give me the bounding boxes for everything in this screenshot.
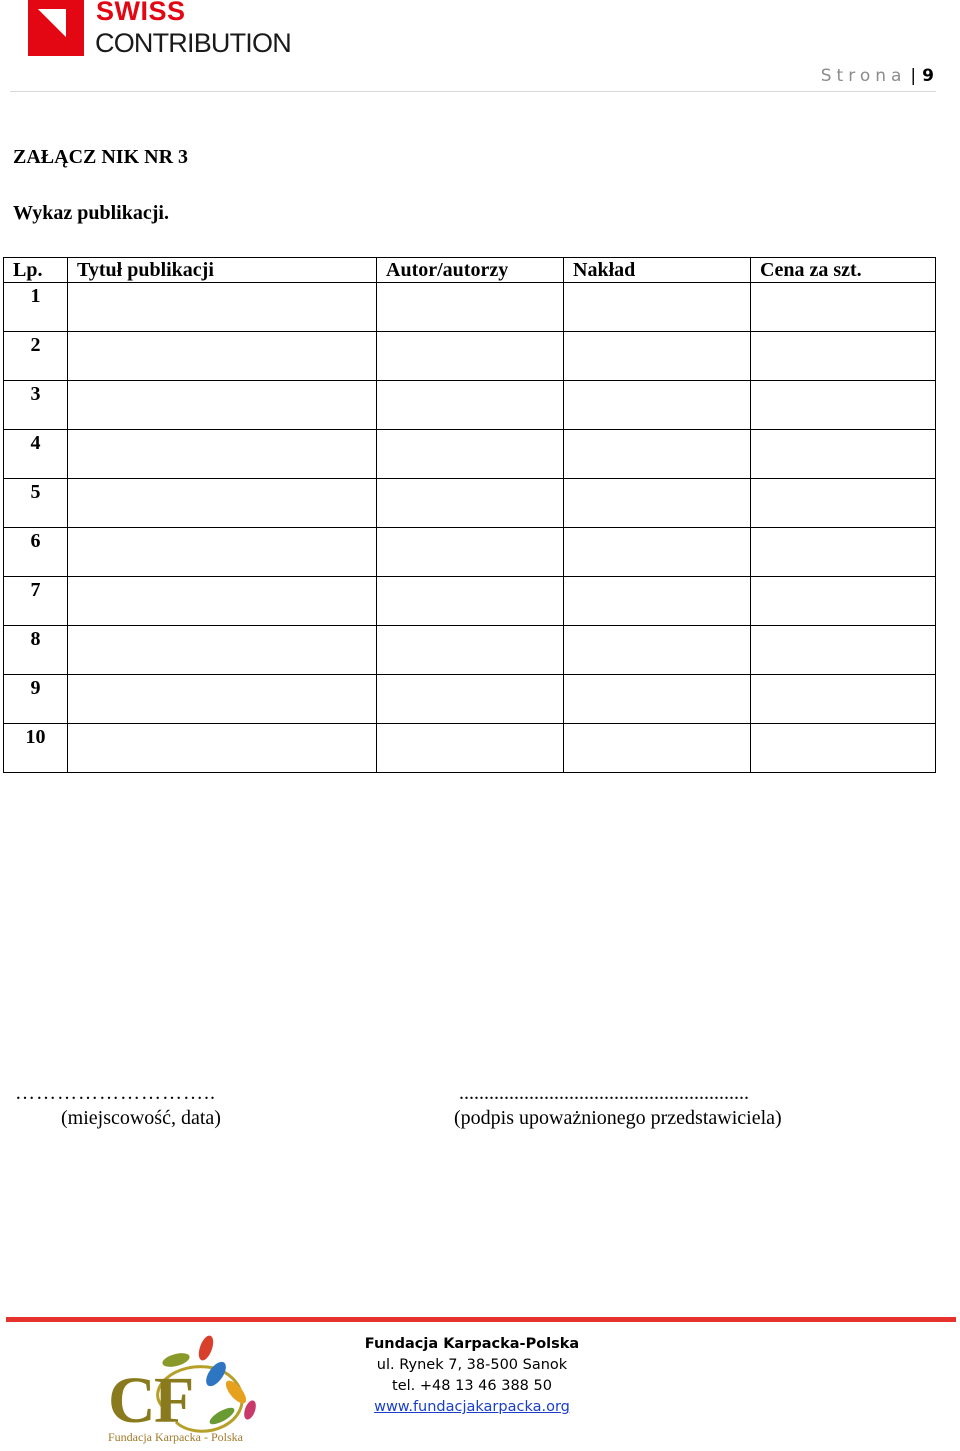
document-subheading: Wykaz publikacji. [13, 202, 169, 224]
page-number [821, 66, 934, 86]
page-number-value: 9 [922, 66, 934, 86]
title-cell [68, 577, 377, 626]
circulation-cell [564, 381, 751, 430]
table-row [4, 332, 936, 381]
authors-cell [377, 724, 564, 773]
authors-cell [377, 577, 564, 626]
title-cell [68, 528, 377, 577]
swiss-contribution-logo [28, 0, 308, 60]
row-number: 7 [4, 577, 68, 626]
page-separator: | [910, 66, 917, 86]
title-cell [68, 675, 377, 724]
footer-org-name: Fundacja Karpacka-Polska [364, 1336, 580, 1352]
title-cell [68, 332, 377, 381]
logo-caption: Fundacja Karpacka - Polska [108, 1430, 243, 1444]
circulation-cell [564, 675, 751, 724]
table-row [4, 381, 936, 430]
title-cell [68, 626, 377, 675]
swiss-flag-icon [28, 0, 84, 56]
row-number: 2 [4, 332, 68, 381]
authors-cell [377, 675, 564, 724]
circulation-cell [564, 724, 751, 773]
place-date-label: (miejscowość, data) [61, 1107, 221, 1129]
header-divider [10, 91, 936, 92]
title-cell [68, 479, 377, 528]
price-cell [751, 283, 936, 332]
table-row [4, 724, 936, 773]
table-row [4, 577, 936, 626]
row-number: 1 [4, 283, 68, 332]
authors-cell [377, 528, 564, 577]
price-cell [751, 479, 936, 528]
column-header-authors: Autor/autorzy [377, 258, 564, 283]
table-row [4, 528, 936, 577]
authors-cell [377, 479, 564, 528]
title-cell [68, 724, 377, 773]
price-cell [751, 332, 936, 381]
table-row [4, 430, 936, 479]
circulation-cell [564, 626, 751, 675]
row-number: 10 [4, 724, 68, 773]
title-cell [68, 430, 377, 479]
price-cell [751, 381, 936, 430]
column-header-price: Cena za szt. [751, 258, 936, 283]
authors-cell [377, 626, 564, 675]
row-number: 5 [4, 479, 68, 528]
column-header-circulation: Nakład [564, 258, 751, 283]
table-header-row [4, 258, 936, 283]
row-number: 9 [4, 675, 68, 724]
footer-phone: tel. +48 13 46 388 50 [392, 1378, 552, 1394]
table-row [4, 283, 936, 332]
authors-cell [377, 430, 564, 479]
circulation-cell [564, 430, 751, 479]
circulation-cell [564, 577, 751, 626]
document-heading: ZAŁĄCZ NIK NR 3 [13, 146, 189, 168]
row-number: 3 [4, 381, 68, 430]
title-cell [68, 283, 377, 332]
table-row [4, 626, 936, 675]
price-cell [751, 724, 936, 773]
price-cell [751, 430, 936, 479]
svg-text:C: C [108, 1364, 156, 1437]
footer-divider [6, 1317, 956, 1322]
circulation-cell [564, 479, 751, 528]
logo-text-swiss: SWISS [96, 0, 186, 26]
price-cell [751, 626, 936, 675]
authors-cell [377, 332, 564, 381]
circulation-cell [564, 283, 751, 332]
signature-line: .......................................................... [459, 1082, 749, 1104]
authors-cell [377, 283, 564, 332]
row-number: 4 [4, 430, 68, 479]
price-cell [751, 528, 936, 577]
signature-label: (podpis upoważnionego przedstawiciela) [454, 1107, 782, 1129]
table-row [4, 479, 936, 528]
page-label: Strona [820, 66, 907, 86]
table-row [4, 675, 936, 724]
row-number: 6 [4, 528, 68, 577]
circulation-cell [564, 528, 751, 577]
logo-text-contribution: CONTRIBUTION [95, 28, 291, 58]
price-cell [751, 675, 936, 724]
title-cell [68, 381, 377, 430]
footer-website-link[interactable]: www.fundacjakarpacka.org [374, 1399, 570, 1415]
row-number: 8 [4, 626, 68, 675]
authors-cell [377, 381, 564, 430]
column-header-title: Tytuł publikacji [68, 258, 377, 283]
footer-address-block [360, 1334, 584, 1418]
publications-table [3, 257, 936, 773]
price-cell [751, 577, 936, 626]
circulation-cell [564, 332, 751, 381]
footer-street: ul. Rynek 7, 38-500 Sanok [376, 1357, 568, 1373]
column-header-lp: Lp. [4, 258, 68, 283]
place-date-line: ……………………….. [15, 1082, 216, 1104]
svg-text:F: F [154, 1364, 195, 1437]
